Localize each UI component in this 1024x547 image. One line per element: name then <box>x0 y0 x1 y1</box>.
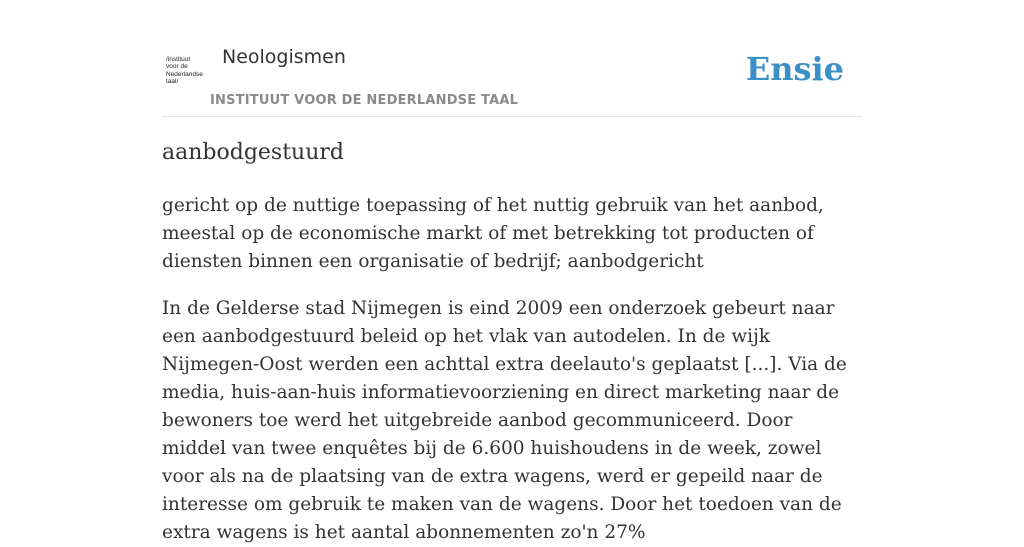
entry-citation: In de Gelderse stad Nijmegen is eind 2009 een onderzoek gebeurt naar een aanbodgestuurd beleid op het vlak van autodelen. In de wijk Nijmegen-Oost werden een achttal extra deelauto's geplaatst [...]. Via de media, huis-aan-huis informatievoorziening en direct marketing naar de bewoners toe werd het uitgebreide aanbod gecommuniceerd. Door middel van twee enquêtes bij de 6.600 huishoudens in de week, zowel voor als na de plaatsing van de extra wagens, werd er gepeild naar de interesse om gebruik te maken van de wagens. Door het toedoen van de extra wagens is het aantal abonnementen zo'n 27% <box>162 298 847 543</box>
ensie-logo-link[interactable]: Ensie <box>745 50 844 88</box>
logo-line: Nederlandse <box>166 70 203 78</box>
logo-line: voor de <box>166 63 188 71</box>
entry-headword: aanbodgestuurd <box>162 140 344 165</box>
logo-line: taal/ <box>166 78 179 86</box>
institute-name: INSTITUUT VOOR DE NEDERLANDSE TAAL <box>210 93 519 108</box>
logo-line: /instituut <box>166 56 191 63</box>
site-title[interactable]: Neologismen <box>222 46 346 68</box>
site-header <box>162 40 862 117</box>
entry-definition: gericht op de nuttige toepassing of het nuttig gebruik van het aanbod, meestal op de economische markt of met betrekking tot producten of diensten binnen een organisatie of bedrijf; aanbodgericht <box>162 195 824 272</box>
ivdnt-logo[interactable] <box>166 56 208 90</box>
